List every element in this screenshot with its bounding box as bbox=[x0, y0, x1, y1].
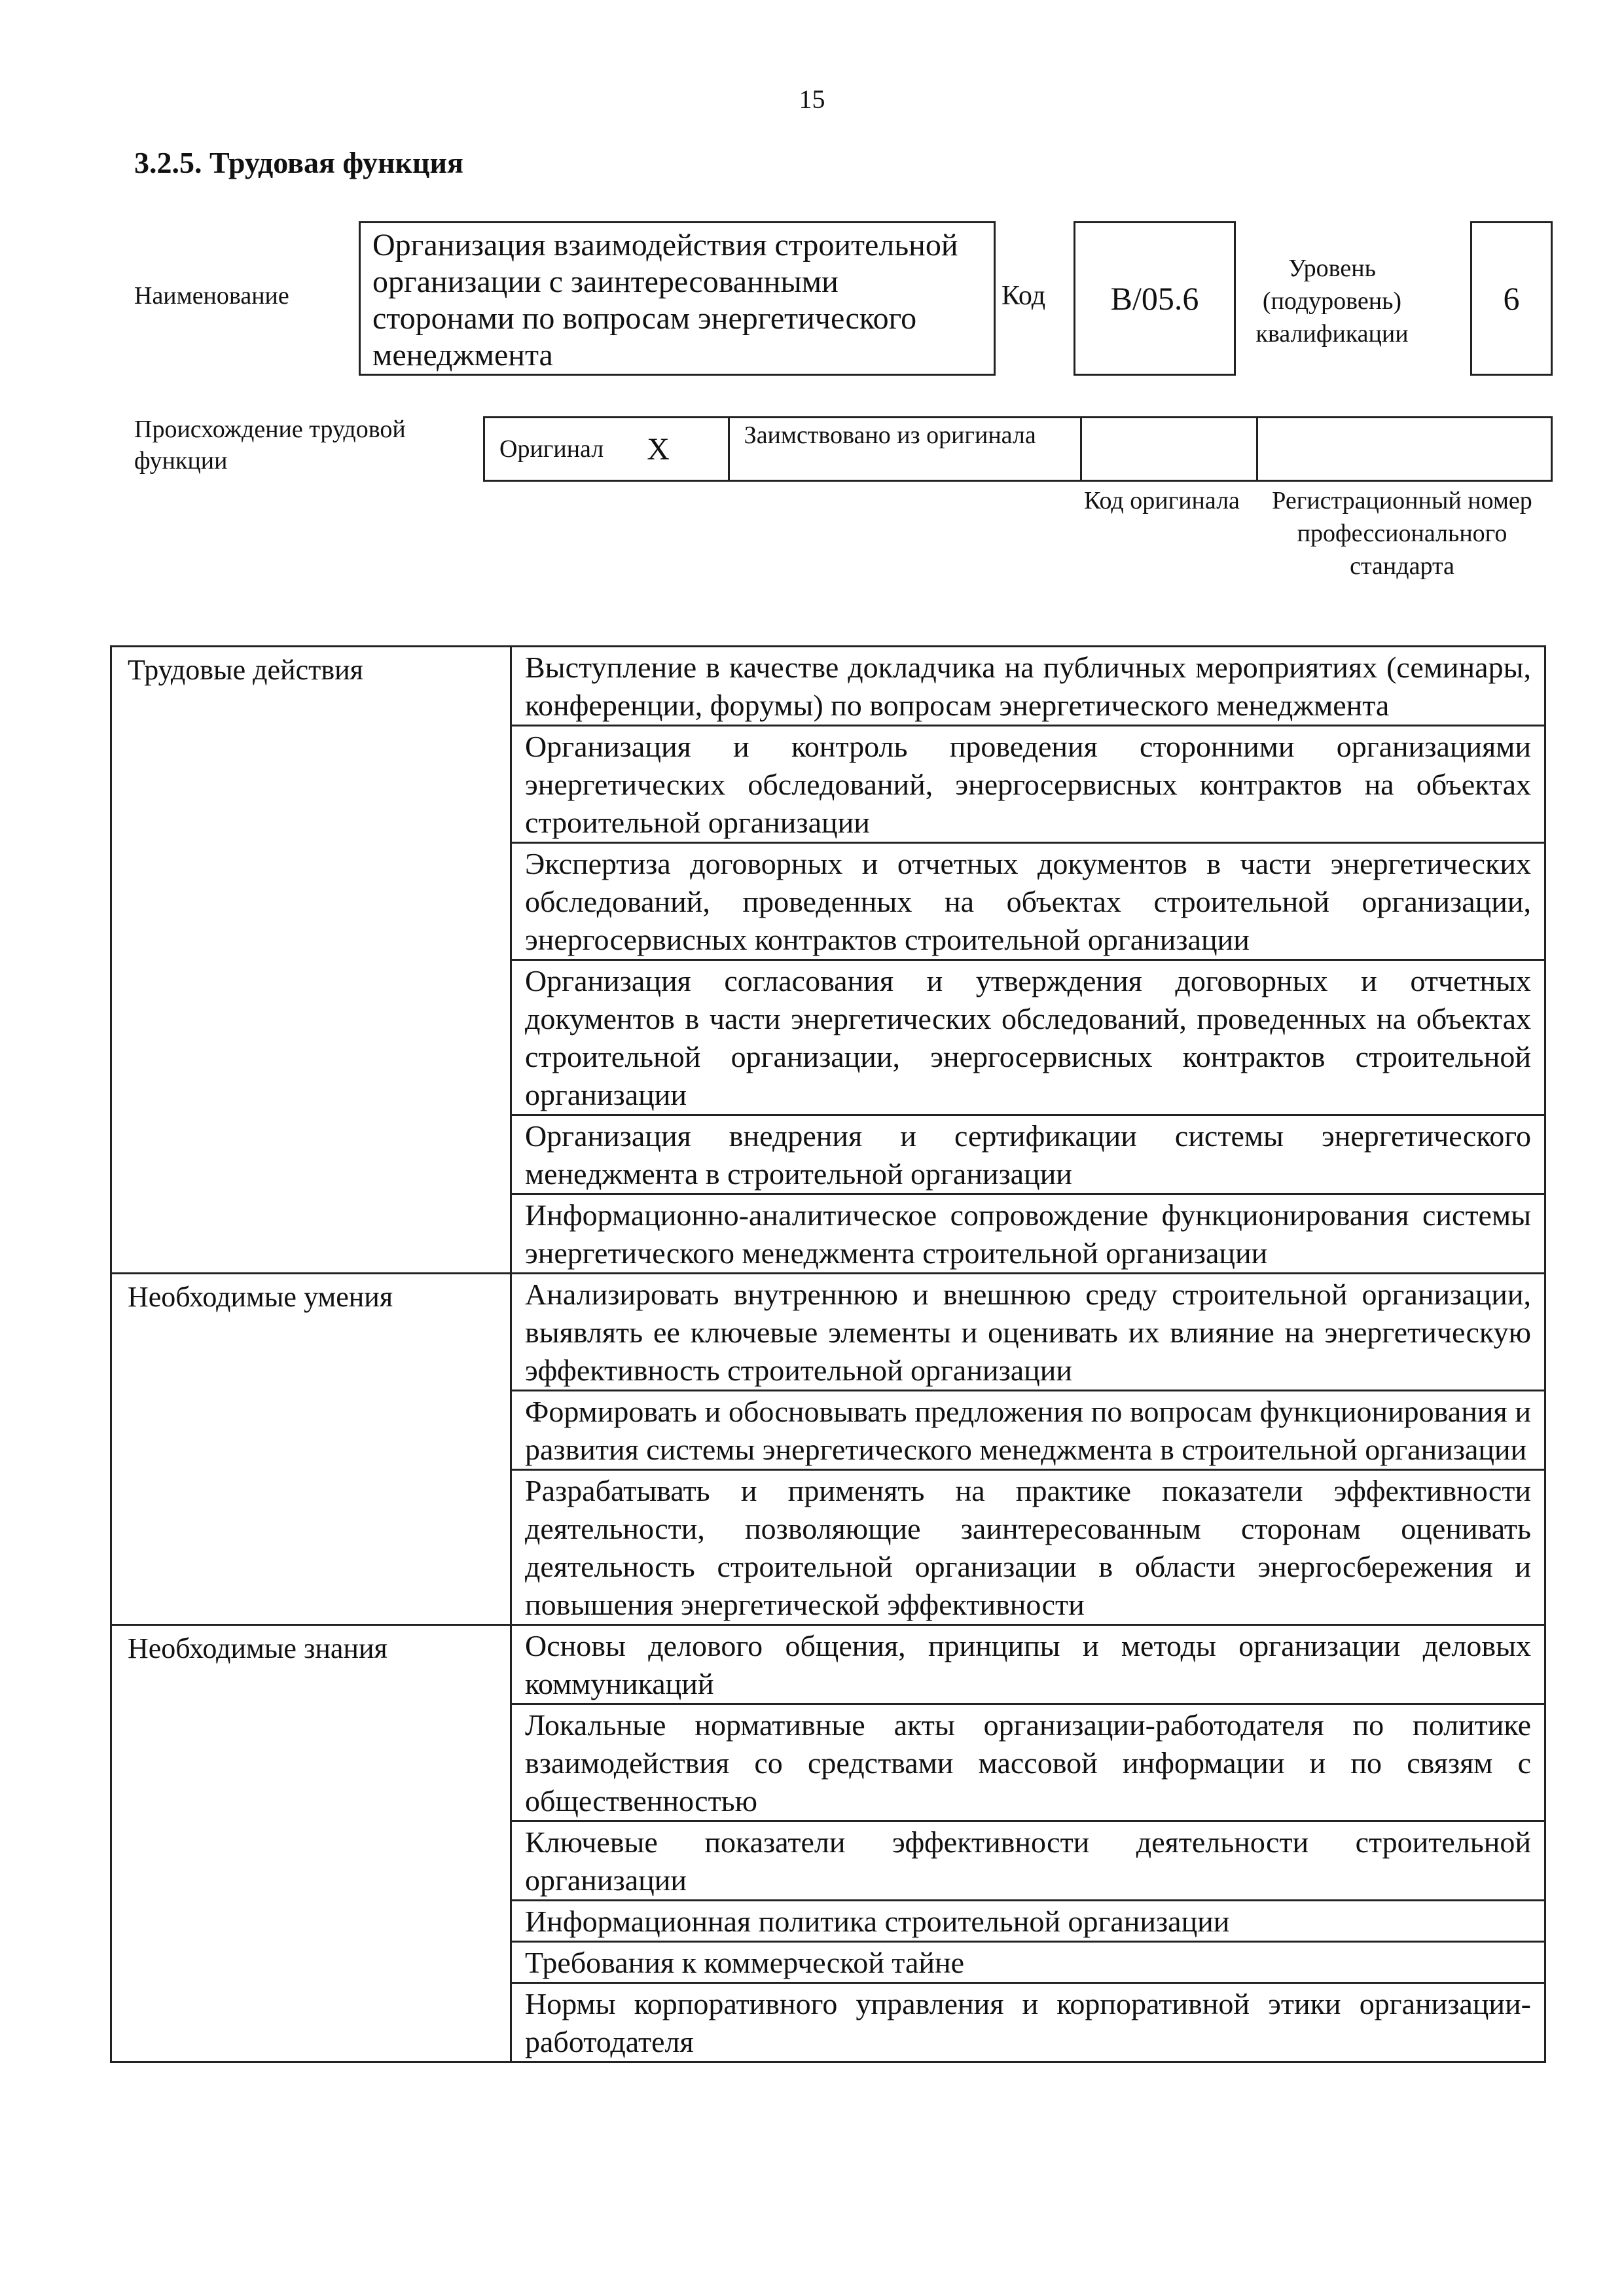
name-label: Наименование bbox=[134, 282, 289, 310]
list-item: Локальные нормативные акты организации-работодателя по политике взаимодействия со средствами массовой информации и по связям с общественностью bbox=[511, 1704, 1545, 1821]
list-item: Требования к коммерческой тайне bbox=[511, 1942, 1545, 1983]
list-item: Организация внедрения и сертификации системы энергетического менеджмента в строительной организации bbox=[511, 1115, 1545, 1194]
section-required-knowledge: Необходимые знания bbox=[111, 1625, 511, 2062]
section-required-skills: Необходимые умения bbox=[111, 1274, 511, 1625]
list-item: Организация и контроль проведения сторонними организациями энергетических обследований, энергосервисных контрактов на объектах строительной организации bbox=[511, 726, 1545, 843]
list-item: Информационно-аналитическое сопровождение функционирования системы энергетического менеджмента строительной организации bbox=[511, 1194, 1545, 1274]
reg-number-cell bbox=[1258, 418, 1551, 480]
original-mark: X bbox=[647, 431, 670, 467]
function-name-box: Организация взаимодействия строительной организации с заинтересованными сторонами по вопросам энергетического менеджмента bbox=[359, 221, 996, 376]
section-labor-actions: Трудовые действия bbox=[111, 647, 511, 1274]
list-item: Экспертиза договорных и отчетных документов в части энергетических обследований, проведенных на объектах строительной организации, энергосервисных контрактов строительной организации bbox=[511, 843, 1545, 960]
table-row bbox=[111, 647, 1545, 726]
origin-label: Происхождение трудовой функции bbox=[134, 416, 406, 475]
list-item: Информационная политика строительной организации bbox=[511, 1901, 1545, 1942]
list-item: Ключевые показатели эффективности деятельности строительной организации bbox=[511, 1821, 1545, 1901]
reg-number-caption: Регистрационный номер профессионального стандарта bbox=[1272, 487, 1532, 580]
page-number: 15 bbox=[799, 84, 825, 114]
qualification-level-box: 6 bbox=[1470, 221, 1553, 376]
list-item: Выступление в качестве докладчика на публичных мероприятиях (семинары, конференции, форумы) по вопросам энергетического менеджмента bbox=[511, 647, 1545, 726]
list-item: Разрабатывать и применять на практике показатели эффективности деятельности, позволяющие заинтересованным сторонам оценивать деятельность строительной организации в области энергосбережения и повышения энергетической эффективности bbox=[511, 1470, 1545, 1625]
code-label: Код bbox=[1001, 281, 1046, 311]
original-label: Оригинал bbox=[499, 435, 604, 463]
list-item: Формировать и обосновывать предложения по вопросам функционирования и развития системы энергетического менеджмента в строительной организации bbox=[511, 1391, 1545, 1470]
list-item: Организация согласования и утверждения договорных и отчетных документов в части энергетических обследований, проведенных на объектах строительной организации, энергосервисных контрактов строительной организации bbox=[511, 960, 1545, 1115]
code-box: B/05.6 bbox=[1074, 221, 1236, 376]
original-code-cell bbox=[1082, 418, 1258, 480]
table-row bbox=[111, 1625, 1545, 1704]
function-details-table bbox=[110, 645, 1546, 2063]
qualification-level-label: Уровень (подуровень) квалификации bbox=[1255, 255, 1409, 348]
list-item: Основы делового общения, принципы и методы организации деловых коммуникаций bbox=[511, 1625, 1545, 1704]
origin-original-cell bbox=[485, 418, 730, 480]
original-code-caption: Код оригинала bbox=[1084, 487, 1240, 514]
list-item: Нормы корпоративного управления и корпоративной этики организации-работодателя bbox=[511, 1983, 1545, 2062]
origin-borrowed-cell: Заимствовано из оригинала bbox=[730, 418, 1082, 480]
origin-strip bbox=[483, 416, 1553, 482]
section-title: 3.2.5. Трудовая функция bbox=[134, 146, 463, 179]
table-row bbox=[111, 1274, 1545, 1391]
list-item: Анализировать внутреннюю и внешнюю среду строительной организации, выявлять ее ключевые элементы и оценивать их влияние на энергетическую эффективность строительной организации bbox=[511, 1274, 1545, 1391]
